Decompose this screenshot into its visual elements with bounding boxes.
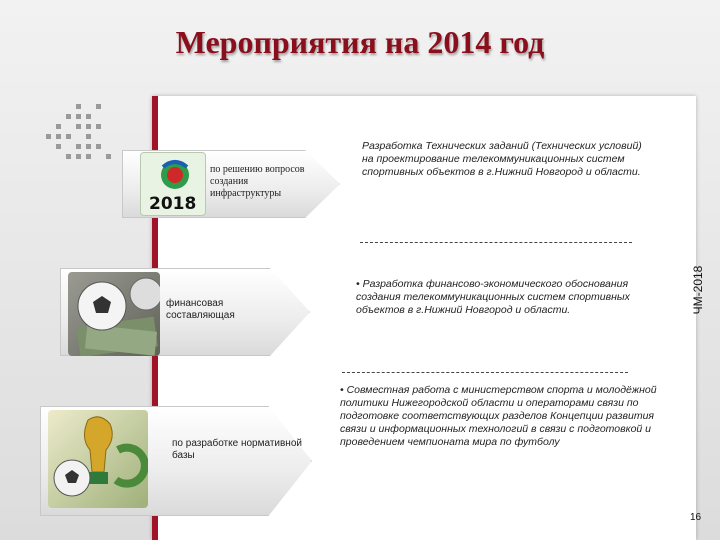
page-title: Мероприятия на 2014 год: [175, 24, 545, 60]
side-label: [691, 265, 708, 315]
item-label-infrastructure: по решению вопросов создания инфраструктуры: [210, 164, 305, 199]
page-number: 16: [690, 512, 702, 523]
divider: [342, 372, 628, 373]
item-text-regulatory: • Совместная работа с министерством спорта и молодёжной политики Нижегородской области и операторами связи по подготовке соответствующих разделов Концепции развития связи и информационных технологий в связи с подготовкой и проведением чемпионата мира по футболу: [340, 384, 657, 448]
item-text-infrastructure: Разработка Технических заданий (Технических условий) на проектирование телекоммуникационных систем спортивных объектов в г.Нижний Новгород и области.: [362, 140, 642, 178]
decorative-dots-icon: [36, 104, 116, 162]
logo-2018-text: 2018: [149, 194, 197, 214]
item-label-finance: финансовая составляющая: [166, 298, 235, 321]
item-label-regulatory: по разработке нормативной базы: [172, 438, 302, 461]
divider: [360, 242, 632, 243]
side-label-text: ЧМ-2018: [691, 265, 705, 315]
item-text-finance: • Разработка финансово-экономического обоснования создания телекоммуникационных систем спортивных объектов в г.Нижний Новгород и области.: [356, 278, 630, 316]
world-cup-trophy-icon: [48, 410, 148, 508]
logo-2018-icon: [140, 152, 206, 216]
football-money-icon: [68, 272, 160, 356]
